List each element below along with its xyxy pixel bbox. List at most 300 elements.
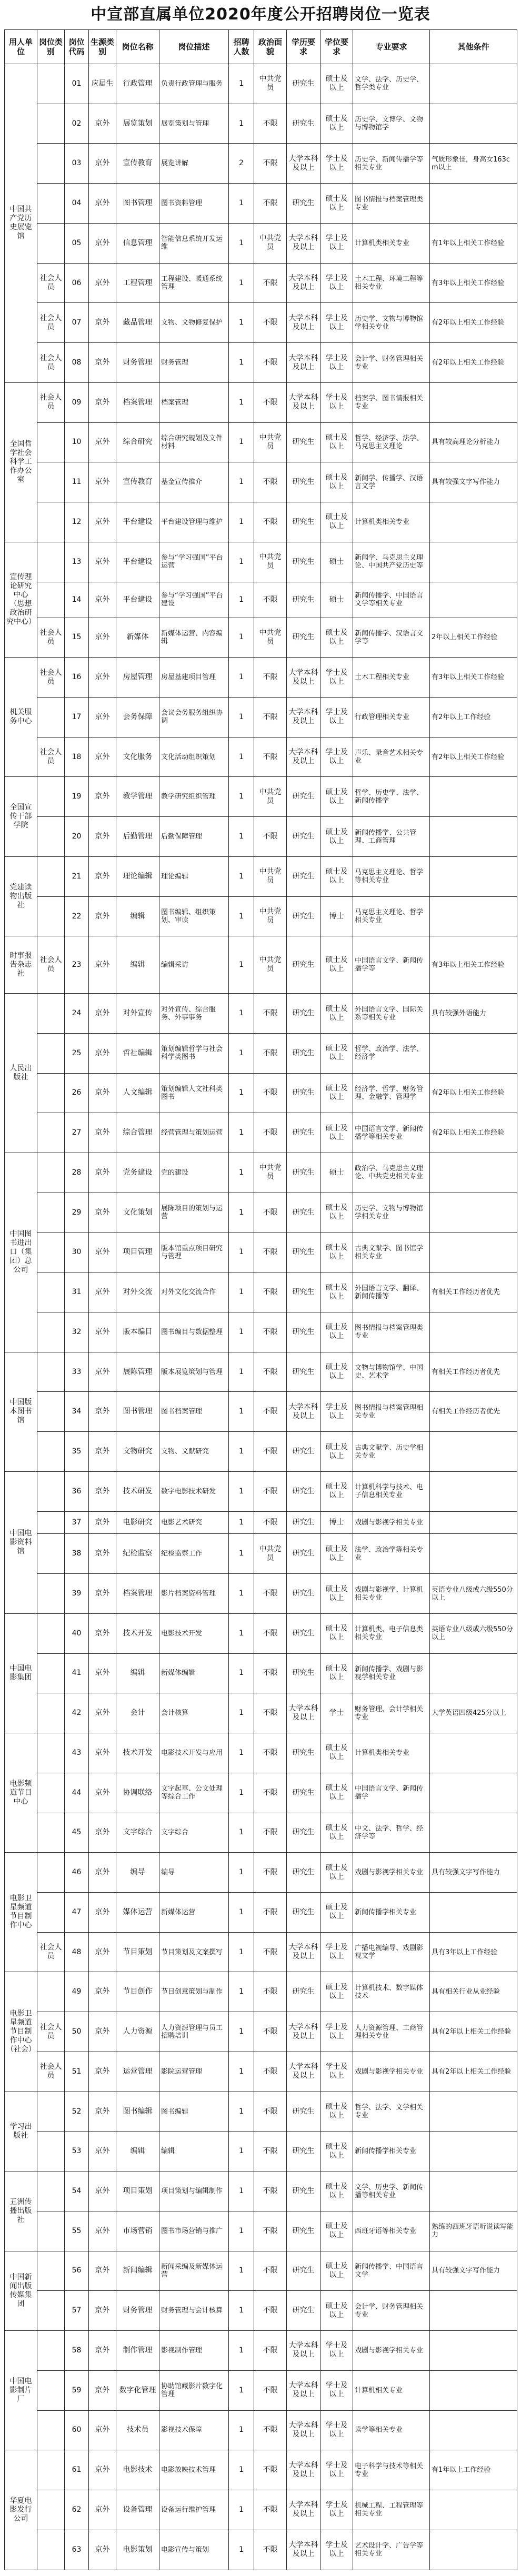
cell-description: 经营管理与策划运营 [159, 1113, 229, 1153]
cell-description: 对外宣传、综合服务、外事事务 [159, 994, 229, 1034]
cell-other-conditions [430, 64, 517, 104]
cell-unit: 人民出版社 [5, 994, 37, 1153]
cell-source: 京外 [89, 1312, 116, 1352]
cell-degree: 硕士及以上 [320, 2171, 353, 2211]
table-row [5, 856, 517, 896]
cell-degree: 硕士 [320, 582, 353, 618]
cell-political-status: 不限 [254, 2052, 287, 2092]
cell-political-status: 不限 [254, 2291, 287, 2331]
cell-description: 后勤保障管理 [159, 817, 229, 857]
cell-code: 46 [65, 1853, 89, 1893]
cell-other-conditions [430, 2092, 517, 2131]
cell-category [37, 896, 65, 936]
cell-education: 研究生 [287, 1432, 320, 1472]
cell-major: 计算机类、电子信息类相关专业 [353, 1613, 430, 1653]
cell-political-status: 不限 [254, 1511, 287, 1534]
cell-degree: 硕士及以上 [320, 1352, 353, 1392]
cell-description: 节目策划及文案撰写 [159, 1932, 229, 1972]
cell-position-name: 电影策划 [116, 2530, 159, 2570]
cell-education: 研究生 [287, 896, 320, 936]
cell-headcount: 1 [229, 1511, 254, 1534]
cell-description: 平台建设管理与维护 [159, 502, 229, 542]
cell-degree: 硕士及以上 [320, 1193, 353, 1233]
col-header: 政治面貌 [254, 30, 287, 64]
cell-category: 社会人员 [37, 737, 65, 777]
cell-education: 研究生 [287, 2092, 320, 2131]
cell-major: 新闻传播学相关专业 [353, 1893, 430, 1933]
cell-degree: 学士及以上 [320, 697, 353, 737]
cell-education: 研究生 [287, 2131, 320, 2171]
cell-education: 大学本科及以上 [287, 697, 320, 737]
cell-description: 图书档案管理 [159, 1392, 229, 1432]
cell-description: 图书编辑 [159, 2092, 229, 2131]
cell-source: 京外 [89, 1613, 116, 1653]
cell-other-conditions: 具有较强文字写作能力 [430, 462, 517, 502]
cell-description: 图书资料管理 [159, 184, 229, 224]
cell-description: 图书编目与数据整理 [159, 1312, 229, 1352]
table-row [5, 1272, 517, 1312]
cell-major: 声乐、录音艺术相关专业 [353, 737, 430, 777]
cell-source: 京外 [89, 1853, 116, 1893]
cell-degree: 硕士及以上 [320, 1113, 353, 1153]
cell-code: 03 [65, 144, 89, 184]
cell-source: 京外 [89, 1534, 116, 1574]
cell-code: 12 [65, 502, 89, 542]
cell-description: 影视技术保障 [159, 2410, 229, 2450]
cell-education: 大学本科及以上 [287, 1693, 320, 1733]
cell-degree: 硕士及以上 [320, 1813, 353, 1853]
cell-other-conditions: 气质形象佳，身高女163cm以上 [430, 144, 517, 184]
cell-source: 京外 [89, 1352, 116, 1392]
cell-degree: 硕士及以上 [320, 1773, 353, 1813]
table-row [5, 1893, 517, 1933]
cell-education: 大学本科及以上 [287, 2450, 320, 2490]
cell-headcount: 1 [229, 64, 254, 104]
cell-code: 49 [65, 1972, 89, 2012]
cell-description: 新媒体运营、内容编辑 [159, 618, 229, 658]
cell-degree: 硕士及以上 [320, 1534, 353, 1574]
cell-position-name: 展陈管理 [116, 1352, 159, 1392]
cell-code: 58 [65, 2331, 89, 2371]
cell-category [37, 104, 65, 144]
cell-major: 会计学、财务管理相关专业 [353, 2291, 430, 2331]
cell-political-status: 不限 [254, 104, 287, 144]
col-header: 岗位代码 [65, 30, 89, 64]
cell-other-conditions: 具有2年以上相关工作经验 [430, 2012, 517, 2052]
cell-political-status: 不限 [254, 2410, 287, 2450]
cell-major: 新闻学、马克思主义理论、中国共产党历史等 [353, 542, 430, 582]
cell-code: 19 [65, 777, 89, 817]
cell-source: 京外 [89, 2012, 116, 2052]
cell-headcount: 1 [229, 777, 254, 817]
cell-source: 京外 [89, 2450, 116, 2490]
cell-education: 研究生 [287, 1272, 320, 1312]
cell-political-status: 不限 [254, 343, 287, 383]
cell-category [37, 1853, 65, 1893]
cell-other-conditions: 具有较高理论分析能力 [430, 422, 517, 462]
cell-major: 历史学、文物与博物馆学相关专业 [353, 303, 430, 343]
cell-headcount: 1 [229, 896, 254, 936]
cell-degree: 硕士 [320, 1153, 353, 1193]
cell-code: 28 [65, 1153, 89, 1193]
cell-degree: 学士及以上 [320, 1932, 353, 1972]
cell-other-conditions [430, 184, 517, 224]
cell-political-status: 不限 [254, 2251, 287, 2291]
cell-political-status: 不限 [254, 1733, 287, 1773]
cell-source: 京外 [89, 2331, 116, 2371]
cell-unit: 电影频道节目中心 [5, 1733, 37, 1853]
cell-code: 11 [65, 462, 89, 502]
cell-degree: 学士及以上 [320, 263, 353, 303]
cell-major: 戏剧与影视学相关专业 [353, 2052, 430, 2092]
cell-other-conditions [430, 1773, 517, 1813]
cell-education: 大学本科及以上 [287, 223, 320, 263]
cell-education: 大学本科及以上 [287, 343, 320, 383]
col-header: 学位要求 [320, 30, 353, 64]
cell-code: 37 [65, 1511, 89, 1534]
cell-source: 京外 [89, 462, 116, 502]
cell-position-name: 协调联络 [116, 1773, 159, 1813]
cell-major: 文学、法学、历史学、哲学类专业 [353, 64, 430, 104]
cell-degree: 硕士及以上 [320, 1312, 353, 1352]
cell-source: 京外 [89, 896, 116, 936]
cell-degree: 硕士及以上 [320, 1972, 353, 2012]
cell-description: 新媒体运营 [159, 1893, 229, 1933]
cell-category [37, 994, 65, 1034]
cell-position-name: 对外交流 [116, 1272, 159, 1312]
cell-description: 设备运行维护管理 [159, 2490, 229, 2530]
cell-headcount: 1 [229, 618, 254, 658]
cell-degree: 硕士及以上 [320, 1233, 353, 1272]
cell-degree: 硕士及以上 [320, 1272, 353, 1312]
header-row [5, 30, 517, 64]
cell-major: 计算机技术、数字媒体技术 [353, 1972, 430, 2012]
col-header: 学历要求 [287, 30, 320, 64]
cell-major: 新闻传播学、中国语言文学等相关专业 [353, 582, 430, 618]
cell-other-conditions [430, 2370, 517, 2410]
table-row [5, 2291, 517, 2331]
cell-headcount: 1 [229, 1893, 254, 1933]
cell-category [37, 1471, 65, 1511]
cell-major: 文学、历史学、新闻传播等相关专业 [353, 2171, 430, 2211]
cell-code: 07 [65, 303, 89, 343]
cell-headcount: 1 [229, 2171, 254, 2211]
cell-degree: 硕士及以上 [320, 2251, 353, 2291]
cell-category [37, 502, 65, 542]
table-body [5, 64, 517, 2570]
cell-headcount: 1 [229, 856, 254, 896]
table-row [5, 2052, 517, 2092]
cell-other-conditions: 具有较强外语能力 [430, 994, 517, 1034]
cell-description: 新闻采编及新媒体运营 [159, 2251, 229, 2291]
cell-headcount: 1 [229, 1392, 254, 1432]
cell-description: 档案管理 [159, 382, 229, 422]
cell-major: 新闻传播学相关专业 [353, 2131, 430, 2171]
cell-other-conditions [430, 1033, 517, 1073]
cell-other-conditions [430, 1193, 517, 1233]
cell-degree: 学士及以上 [320, 2052, 353, 2092]
cell-headcount: 1 [229, 184, 254, 224]
cell-category [37, 2211, 65, 2251]
cell-education: 研究生 [287, 1471, 320, 1511]
cell-education: 大学本科及以上 [287, 2331, 320, 2371]
cell-description: 电影艺术研究 [159, 1511, 229, 1534]
table-row [5, 1153, 517, 1193]
cell-education: 研究生 [287, 1312, 320, 1352]
cell-major: 新闻传播学、汉语言文学等 [353, 618, 430, 658]
cell-unit: 学习出版社 [5, 2092, 37, 2171]
cell-code: 15 [65, 618, 89, 658]
cell-major: 古典文献学、历史学相关专业 [353, 1432, 430, 1472]
cell-code: 50 [65, 2012, 89, 2052]
table-row [5, 658, 517, 698]
cell-education: 研究生 [287, 104, 320, 144]
cell-description: 电影技术开发与应用 [159, 1733, 229, 1773]
cell-education: 研究生 [287, 1773, 320, 1813]
cell-major: 档案学、图书情报相关专业 [353, 382, 430, 422]
cell-source: 京外 [89, 1073, 116, 1113]
cell-major: 计算机相关专业 [353, 2370, 430, 2410]
cell-source: 京外 [89, 1193, 116, 1233]
cell-unit: 全国宣传干部学院 [5, 777, 37, 856]
cell-major: 经济学、哲学、财务管理、金融学、管理学 [353, 1073, 430, 1113]
cell-category: 社会人员 [37, 2052, 65, 2092]
cell-political-status: 不限 [254, 737, 287, 777]
cell-category [37, 1813, 65, 1853]
cell-degree: 学士及以上 [320, 737, 353, 777]
cell-degree: 硕士及以上 [320, 994, 353, 1034]
cell-political-status: 不限 [254, 2530, 287, 2570]
cell-unit: 中国版本图书馆 [5, 1352, 37, 1471]
cell-other-conditions: 具有2年以上相关工作经验 [430, 2052, 517, 2092]
cell-code: 38 [65, 1534, 89, 1574]
cell-category: 社会人员 [37, 303, 65, 343]
cell-headcount: 1 [229, 502, 254, 542]
cell-position-name: 会务保障 [116, 697, 159, 737]
cell-description: 图书市场营销与推广 [159, 2211, 229, 2251]
cell-source: 京外 [89, 582, 116, 618]
cell-position-name: 平台建设 [116, 502, 159, 542]
cell-political-status: 不限 [254, 502, 287, 542]
cell-education: 研究生 [287, 184, 320, 224]
cell-political-status: 不限 [254, 1233, 287, 1272]
cell-code: 42 [65, 1693, 89, 1733]
cell-position-name: 编辑 [116, 896, 159, 936]
table-row [5, 2092, 517, 2131]
cell-position-name: 后勤管理 [116, 817, 159, 857]
cell-education: 研究生 [287, 1233, 320, 1272]
cell-unit: 党建读物出版社 [5, 856, 37, 936]
table-row [5, 1853, 517, 1893]
cell-position-name: 展览策划 [116, 104, 159, 144]
cell-headcount: 1 [229, 263, 254, 303]
cell-other-conditions: 有相关工作经历者优先 [430, 1272, 517, 1312]
cell-code: 02 [65, 104, 89, 144]
table-row [5, 1432, 517, 1472]
table-row [5, 2450, 517, 2490]
table-row [5, 462, 517, 502]
cell-degree: 硕士及以上 [320, 618, 353, 658]
cell-category [37, 856, 65, 896]
cell-political-status: 中共党员 [254, 618, 287, 658]
cell-source: 京外 [89, 542, 116, 582]
cell-other-conditions [430, 1153, 517, 1193]
cell-position-name: 节目创作 [116, 1972, 159, 2012]
cell-code: 55 [65, 2211, 89, 2251]
table-row [5, 2131, 517, 2171]
cell-position-name: 技术开发 [116, 1613, 159, 1653]
cell-degree: 硕士及以上 [320, 64, 353, 104]
cell-political-status: 不限 [254, 1932, 287, 1972]
cell-political-status: 不限 [254, 582, 287, 618]
cell-political-status: 不限 [254, 2211, 287, 2251]
cell-degree: 学士 [320, 1693, 353, 1733]
cell-major: 历史学、文博学、文物与博物馆学 [353, 104, 430, 144]
cell-political-status: 不限 [254, 1813, 287, 1853]
cell-description: 基金宣传推介 [159, 462, 229, 502]
cell-position-name: 综合研究 [116, 422, 159, 462]
cell-category [37, 462, 65, 502]
cell-category [37, 1312, 65, 1352]
cell-major: 哲学、政治学、法学、经济学 [353, 1033, 430, 1073]
cell-source: 京外 [89, 936, 116, 994]
cell-category [37, 2291, 65, 2331]
cell-unit: 宣传理论研究中心（思想政治研究中心） [5, 542, 37, 657]
cell-degree: 学士及以上 [320, 2450, 353, 2490]
cell-major: 马克思主义理论、哲学相关专业 [353, 896, 430, 936]
col-header: 岗位名称 [116, 30, 159, 64]
table-row [5, 777, 517, 817]
cell-political-status: 不限 [254, 1972, 287, 2012]
cell-headcount: 1 [229, 697, 254, 737]
table-row [5, 896, 517, 936]
cell-category [37, 542, 65, 582]
cell-degree: 学士及以上 [320, 2530, 353, 2570]
cell-other-conditions: 具有较强文字写作能力 [430, 1853, 517, 1893]
cell-description: 工程建设、暖通系统管理 [159, 263, 229, 303]
cell-education: 研究生 [287, 936, 320, 994]
cell-code: 10 [65, 422, 89, 462]
cell-position-name: 党务建设 [116, 1153, 159, 1193]
cell-headcount: 1 [229, 1033, 254, 1073]
table-row [5, 542, 517, 582]
cell-category [37, 1392, 65, 1432]
cell-political-status: 不限 [254, 1352, 287, 1392]
cell-other-conditions [430, 502, 517, 542]
cell-headcount: 1 [229, 542, 254, 582]
cell-political-status: 不限 [254, 1432, 287, 1472]
cell-education: 研究生 [287, 542, 320, 582]
cell-political-status: 中共党员 [254, 856, 287, 896]
cell-description: 电影宣传与策划 [159, 2530, 229, 2570]
cell-category [37, 1653, 65, 1693]
cell-description: 文物、文献研究 [159, 1432, 229, 1472]
cell-source: 京外 [89, 422, 116, 462]
cell-headcount: 1 [229, 462, 254, 502]
cell-description: 文化活动组织策划 [159, 737, 229, 777]
cell-unit: 电影卫星频道节目制作中心 [5, 1853, 37, 1972]
cell-description: 新媒体编辑 [159, 1653, 229, 1693]
cell-description: 策划编辑人文社科类图书 [159, 1073, 229, 1113]
cell-major: 人力资源管理、工商管理相关专业 [353, 2012, 430, 2052]
cell-political-status: 不限 [254, 303, 287, 343]
cell-position-name: 项目策划 [116, 2171, 159, 2211]
cell-major: 土木工程相关专业 [353, 658, 430, 698]
cell-code: 35 [65, 1432, 89, 1472]
cell-other-conditions [430, 1432, 517, 1472]
cell-source: 应届生 [89, 64, 116, 104]
cell-category [37, 64, 65, 104]
cell-source: 京外 [89, 1773, 116, 1813]
cell-other-conditions: 有2年以上相关工作经验 [430, 1073, 517, 1113]
cell-category [37, 1893, 65, 1933]
cell-position-name: 新媒体 [116, 618, 159, 658]
cell-category [37, 1574, 65, 1614]
cell-category [37, 1193, 65, 1233]
cell-description: 负责行政管理与服务 [159, 64, 229, 104]
table-row [5, 144, 517, 184]
cell-degree: 硕士及以上 [320, 502, 353, 542]
cell-position-name: 运营管理 [116, 2052, 159, 2092]
cell-source: 京外 [89, 777, 116, 817]
cell-description: 文字综合 [159, 1813, 229, 1853]
cell-position-name: 教学管理 [116, 777, 159, 817]
table-row [5, 1773, 517, 1813]
cell-other-conditions [430, 1733, 517, 1773]
cell-category [37, 777, 65, 817]
cell-headcount: 1 [229, 2490, 254, 2530]
cell-source: 京外 [89, 2092, 116, 2131]
cell-code: 33 [65, 1352, 89, 1392]
cell-unit: 中国共产党历史展览馆 [5, 64, 37, 383]
cell-education: 研究生 [287, 1113, 320, 1153]
cell-headcount: 1 [229, 994, 254, 1034]
table-row [5, 618, 517, 658]
col-header: 岗位类别 [37, 30, 65, 64]
cell-source: 京外 [89, 1432, 116, 1472]
table-row [5, 2211, 517, 2251]
cell-headcount: 1 [229, 1534, 254, 1574]
cell-education: 大学本科及以上 [287, 658, 320, 698]
cell-education: 研究生 [287, 422, 320, 462]
cell-headcount: 1 [229, 936, 254, 994]
cell-political-status: 不限 [254, 1033, 287, 1073]
cell-degree: 硕士及以上 [320, 817, 353, 857]
cell-degree: 学士及以上 [320, 1392, 353, 1432]
cell-other-conditions: 有3年以上相关工作经验 [430, 263, 517, 303]
cell-headcount: 1 [229, 737, 254, 777]
cell-source: 京外 [89, 2171, 116, 2211]
col-header: 专业要求 [353, 30, 430, 64]
cell-education: 研究生 [287, 1534, 320, 1574]
cell-major: 外国语言文学、国际关系等相关专业 [353, 994, 430, 1034]
cell-source: 京外 [89, 144, 116, 184]
cell-major: 图书情报与档案管理类专业 [353, 184, 430, 224]
cell-source: 京外 [89, 1653, 116, 1693]
col-header: 岗位描述 [159, 30, 229, 64]
cell-code: 34 [65, 1392, 89, 1432]
cell-degree: 学士及以上 [320, 382, 353, 422]
cell-political-status: 不限 [254, 817, 287, 857]
table-row [5, 303, 517, 343]
table-row [5, 697, 517, 737]
cell-code: 04 [65, 184, 89, 224]
cell-headcount: 1 [229, 2450, 254, 2490]
cell-education: 研究生 [287, 1972, 320, 2012]
cell-headcount: 1 [229, 1153, 254, 1193]
cell-code: 16 [65, 658, 89, 698]
cell-category [37, 1113, 65, 1153]
